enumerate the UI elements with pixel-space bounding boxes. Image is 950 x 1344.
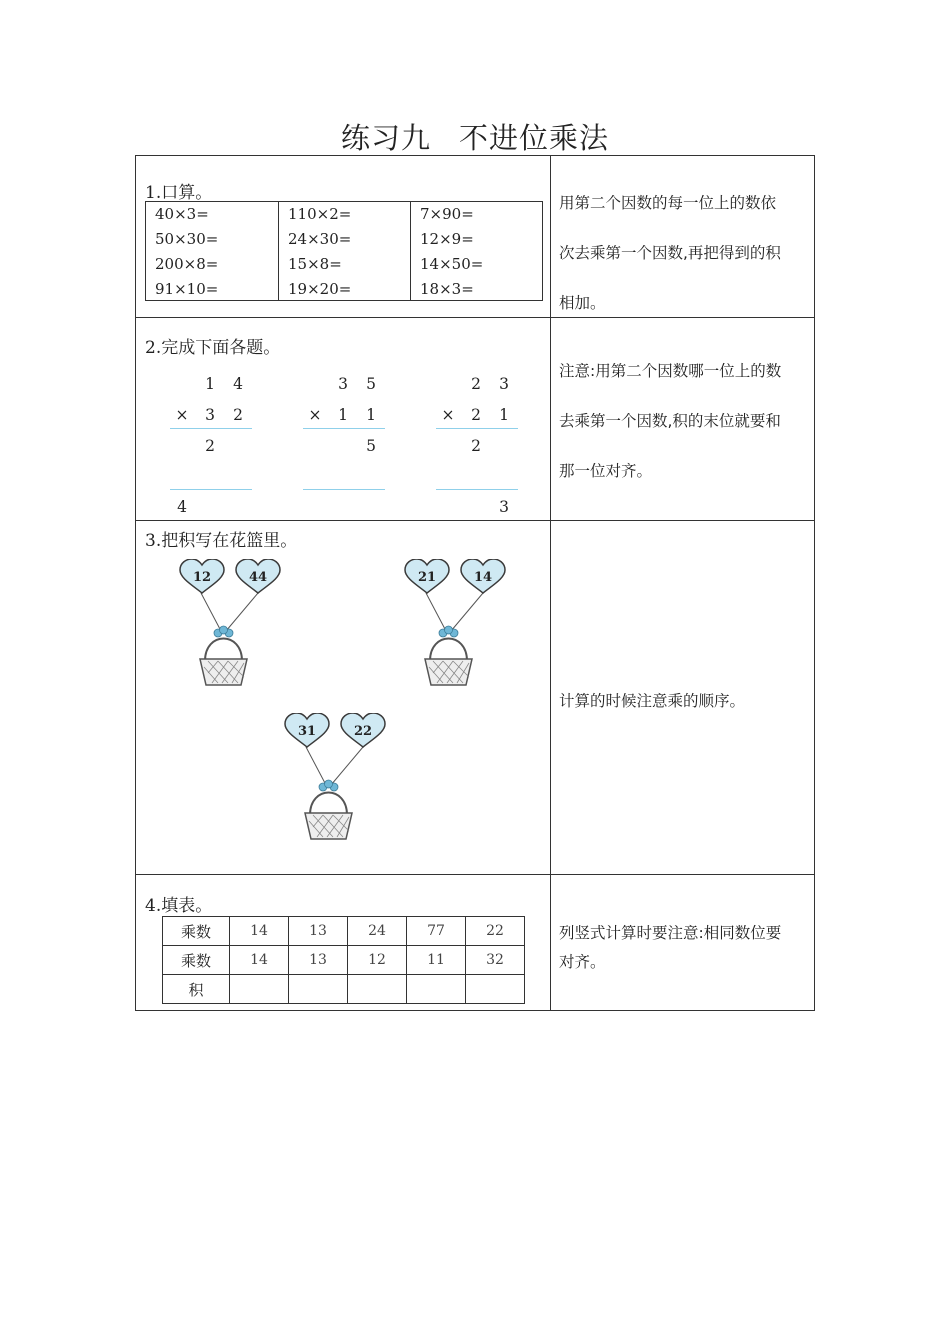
q1-title (145, 178, 212, 203)
oral-item: 18×3= (420, 280, 474, 298)
table-cell: 14 (230, 946, 289, 975)
digit: 1 (338, 406, 348, 424)
q4-tip (559, 919, 804, 977)
balloon-string (426, 593, 446, 631)
basket-handle (310, 793, 347, 816)
digit: 2 (471, 437, 481, 455)
q3-tip: 计算的时候注意乘的顺序。 (559, 692, 746, 710)
digit: 1 (499, 406, 509, 424)
basket-handle (205, 639, 242, 662)
answer-line (303, 489, 385, 490)
digit: 4 (233, 375, 243, 393)
product-cell[interactable] (230, 975, 289, 1004)
tip-line: 那一位对齐。 (559, 462, 653, 480)
q2-tip (559, 346, 804, 496)
q3-label: 把积写在花篮里。 (161, 531, 298, 551)
times-sign: × (175, 406, 189, 424)
digit: 5 (366, 437, 376, 455)
answer-line (170, 428, 252, 429)
balloon-number: 12 (192, 570, 212, 585)
tip-line: 去乘第一个因数,积的末位就要和 (559, 412, 781, 430)
q3-title (145, 526, 297, 551)
q1-number: 1. (145, 183, 162, 203)
times-sign: × (308, 406, 322, 424)
oral-item: 50×30= (155, 230, 219, 248)
digit: 3 (338, 375, 348, 393)
balloon-number: 21 (417, 570, 437, 585)
oral-grid (145, 201, 543, 301)
digit: 1 (205, 375, 215, 393)
tip-line: 对齐。 (559, 953, 606, 971)
product-cell[interactable] (289, 975, 348, 1004)
table-cell: 12 (348, 946, 407, 975)
q1-label: 口算。 (161, 183, 213, 203)
section-fill-table (136, 875, 814, 1010)
oral-item: 110×2= (288, 205, 352, 223)
balloon-string (451, 593, 483, 631)
balloon-number: 44 (248, 570, 268, 585)
section-oral (136, 156, 814, 318)
table-cell: 32 (466, 946, 525, 975)
tip-line: 注意:用第二个因数哪一位上的数 (559, 362, 782, 380)
multiplication-fill-table (162, 916, 525, 1004)
bow-icon (319, 780, 338, 791)
oral-item: 12×9= (420, 230, 474, 248)
balloon-string (226, 593, 258, 631)
digit: 5 (366, 375, 376, 393)
product-cell[interactable] (348, 975, 407, 1004)
balloon-string (331, 747, 363, 785)
digit: 2 (471, 375, 481, 393)
q3-number: 3. (145, 531, 162, 551)
oral-item: 24×30= (288, 230, 352, 248)
page-title (0, 116, 950, 157)
section-vertical (136, 318, 814, 521)
digit: 2 (471, 406, 481, 424)
digit: 3 (499, 498, 509, 516)
oral-item: 91×10= (155, 280, 219, 298)
table-cell: 22 (466, 917, 525, 946)
q4-number: 4. (145, 896, 162, 916)
section-baskets (136, 521, 814, 875)
q2-label: 完成下面各题。 (161, 338, 281, 358)
tip-line: 用第二个因数的每一位上的数依 (559, 194, 777, 212)
oral-column-2 (278, 202, 411, 300)
oral-item: 15×8= (288, 255, 342, 273)
table-row (163, 946, 525, 975)
flower-basket-2 (403, 559, 508, 694)
table-row (163, 975, 525, 1004)
oral-column-1 (146, 202, 278, 300)
oral-item: 19×20= (288, 280, 352, 298)
balloon-number: 31 (297, 724, 317, 739)
oral-item: 200×8= (155, 255, 219, 273)
oral-column-3 (410, 202, 543, 300)
answer-line (436, 428, 518, 429)
balloon-string (306, 747, 326, 785)
answer-line (170, 489, 252, 490)
flower-basket-3 (283, 713, 388, 848)
tip-line: 列竖式计算时要注意:相同数位要 (559, 924, 782, 942)
product-cell[interactable] (407, 975, 466, 1004)
times-sign: × (441, 406, 455, 424)
vertical-problem-2 (303, 318, 385, 518)
digit: 2 (233, 406, 243, 424)
digit: 4 (177, 498, 187, 516)
oral-item: 40×3= (155, 205, 209, 223)
table-cell: 13 (289, 917, 348, 946)
bow-icon (439, 626, 458, 637)
table-cell: 77 (407, 917, 466, 946)
q1-tip (559, 178, 804, 328)
table-cell: 13 (289, 946, 348, 975)
basket-handle (430, 639, 467, 662)
product-cell[interactable] (466, 975, 525, 1004)
table-cell: 11 (407, 946, 466, 975)
table-cell: 24 (348, 917, 407, 946)
digit: 1 (366, 406, 376, 424)
vertical-problem-3 (436, 318, 518, 518)
balloon-number: 14 (473, 570, 493, 585)
q4-label: 填表。 (161, 896, 213, 916)
answer-line (436, 489, 518, 490)
q2-number: 2. (145, 338, 162, 358)
oral-item: 7×90= (420, 205, 474, 223)
answer-line (303, 428, 385, 429)
tip-line: 次去乘第一个因数,再把得到的积 (559, 244, 781, 262)
balloon-string (201, 593, 221, 631)
oral-item: 14×50= (420, 255, 484, 273)
vertical-problem-1 (170, 318, 252, 518)
digit: 3 (205, 406, 215, 424)
exercise-table (135, 155, 815, 1011)
balloon-number: 22 (353, 724, 373, 739)
bow-icon (214, 626, 233, 637)
q4-title (145, 891, 212, 916)
title-part2: 不进位乘法 (459, 121, 610, 155)
table-row (163, 917, 525, 946)
flower-basket-1 (178, 559, 283, 694)
title-part1: 练习九 (340, 121, 431, 155)
tip-line: 相加。 (559, 294, 606, 312)
digit: 3 (499, 375, 509, 393)
table-cell: 14 (230, 917, 289, 946)
row-label: 乘数 (163, 917, 230, 946)
row-label: 积 (163, 975, 230, 1004)
digit: 2 (205, 437, 215, 455)
row-label: 乘数 (163, 946, 230, 975)
